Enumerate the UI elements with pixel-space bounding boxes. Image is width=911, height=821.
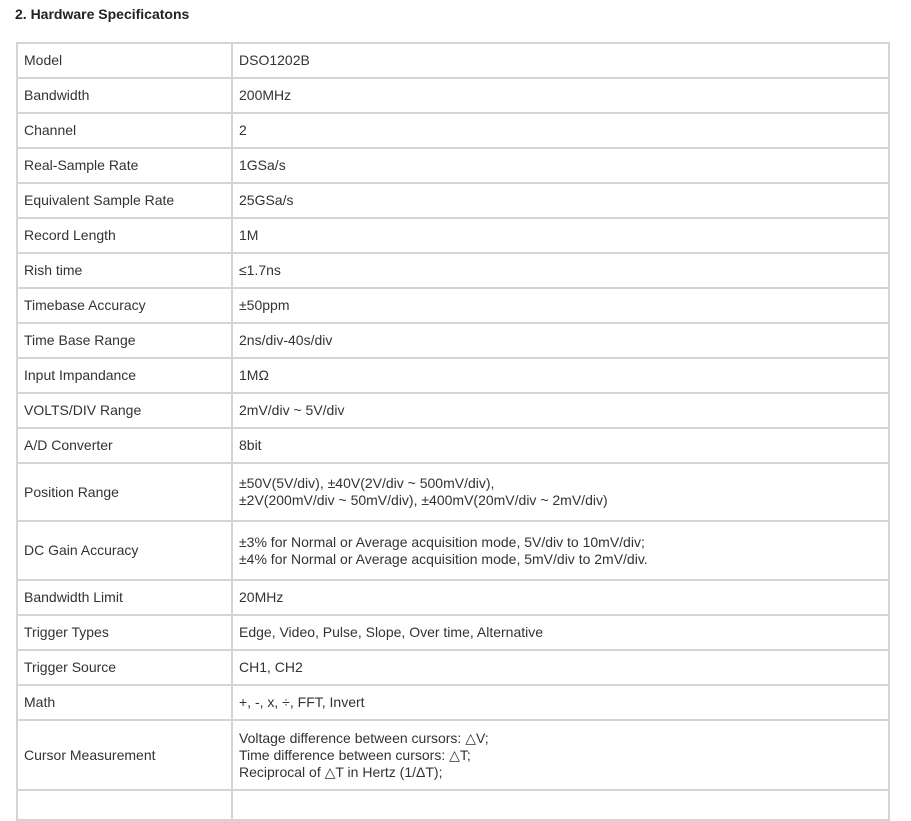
spec-label: Model: [17, 43, 232, 78]
spec-value: [232, 253, 889, 288]
spec-value-line: DSO1202B: [239, 52, 310, 68]
spec-label: Math: [17, 685, 232, 720]
spec-value: [232, 113, 889, 148]
spec-label: Trigger Types: [17, 615, 232, 650]
spec-value-line: 20MHz: [239, 589, 284, 605]
spec-label: Timebase Accuracy: [17, 288, 232, 323]
hardware-spec-table: [16, 42, 890, 821]
spec-value: [232, 521, 889, 580]
spec-value: [232, 393, 889, 428]
spec-value-line: ≤1.7ns: [239, 262, 281, 278]
spec-label: Real-Sample Rate: [17, 148, 232, 183]
spec-label: DC Gain Accuracy: [17, 521, 232, 580]
spec-value-line: CH1, CH2: [239, 659, 303, 675]
spec-label: Rish time: [17, 253, 232, 288]
spec-value: [232, 685, 889, 720]
spec-value: [232, 148, 889, 183]
spec-value-line: 25GSa/s: [239, 192, 294, 208]
spec-value: [232, 615, 889, 650]
spec-value-line: Voltage difference between cursors: △V;: [239, 729, 489, 746]
table-row: [17, 113, 889, 148]
spec-value-line: 1MΩ: [239, 367, 269, 383]
spec-value: [232, 428, 889, 463]
table-row: [17, 463, 889, 521]
table-row: [17, 358, 889, 393]
table-row: [17, 218, 889, 253]
table-row: [17, 323, 889, 358]
spec-value: [232, 720, 889, 790]
spec-value-line: 200MHz: [239, 87, 292, 103]
spec-value: [232, 790, 889, 820]
table-row: [17, 720, 889, 790]
spec-value-line: 2mV/div ~ 5V/div: [239, 402, 345, 418]
spec-label: Trigger Source: [17, 650, 232, 685]
spec-value-line: 2: [239, 122, 247, 138]
spec-value: [232, 358, 889, 393]
spec-label: Bandwidth Limit: [17, 580, 232, 615]
table-row: [17, 393, 889, 428]
table-row: [17, 790, 889, 820]
spec-label: Position Range: [17, 463, 232, 521]
spec-value-line: Reciprocal of △T in Hertz (1/ΔT);: [239, 763, 443, 780]
table-row: [17, 253, 889, 288]
spec-value-line: ±3% for Normal or Average acquisition mode, 5V/div to 10mV/div;: [239, 533, 645, 550]
spec-value: [232, 650, 889, 685]
spec-value: [232, 288, 889, 323]
spec-value-line: 1GSa/s: [239, 157, 286, 173]
table-row: [17, 428, 889, 463]
spec-value-line: 1M: [239, 227, 259, 243]
spec-label: Input Impandance: [17, 358, 232, 393]
spec-value: [232, 218, 889, 253]
table-row: [17, 288, 889, 323]
spec-label: VOLTS/DIV Range: [17, 393, 232, 428]
spec-label: [17, 790, 232, 820]
spec-table-body: [17, 43, 889, 820]
spec-label: A/D Converter: [17, 428, 232, 463]
spec-value: [232, 183, 889, 218]
spec-label: Channel: [17, 113, 232, 148]
spec-value-line: ±50ppm: [239, 297, 290, 313]
spec-value: [232, 323, 889, 358]
spec-value-line: 8bit: [239, 437, 262, 453]
table-row: [17, 183, 889, 218]
spec-value: [232, 580, 889, 615]
spec-label: Time Base Range: [17, 323, 232, 358]
spec-value-line: 2ns/div-40s/div: [239, 332, 333, 348]
table-row: [17, 580, 889, 615]
table-row: [17, 148, 889, 183]
spec-value: [232, 43, 889, 78]
spec-label: Record Length: [17, 218, 232, 253]
table-row: [17, 43, 889, 78]
table-row: [17, 615, 889, 650]
spec-label: Cursor Measurement: [17, 720, 232, 790]
spec-value-line: ±50V(5V/div), ±40V(2V/div ~ 500mV/div),: [239, 475, 495, 491]
table-row: [17, 521, 889, 580]
spec-value: [232, 78, 889, 113]
spec-label: Equivalent Sample Rate: [17, 183, 232, 218]
spec-value-line: Edge, Video, Pulse, Slope, Over time, Alternative: [239, 624, 544, 640]
spec-label: Bandwidth: [17, 78, 232, 113]
table-row: [17, 685, 889, 720]
section-title: 2. Hardware Specificatons: [15, 6, 190, 22]
spec-value: [232, 463, 889, 521]
table-row: [17, 78, 889, 113]
spec-value-line: ±2V(200mV/div ~ 50mV/div), ±400mV(20mV/div ~ 2mV/div): [239, 492, 608, 508]
spec-value-line: ±4% for Normal or Average acquisition mode, 5mV/div to 2mV/div.: [239, 550, 648, 567]
spec-value-line: Time difference between cursors: △T;: [239, 746, 471, 763]
table-row: [17, 650, 889, 685]
spec-value-line: +, -, x, ÷, FFT, Invert: [239, 694, 365, 710]
